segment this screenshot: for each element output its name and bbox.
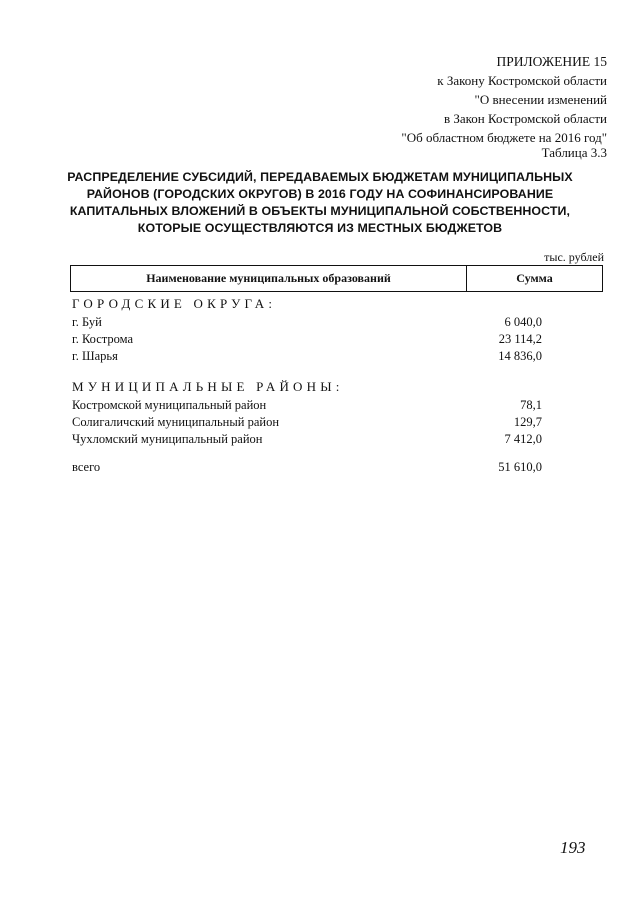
total-label: всего: [72, 460, 101, 474]
document-heading: [60, 169, 580, 237]
table-row: [72, 397, 572, 413]
row-name: Чухломский муниципальный район: [72, 432, 263, 446]
row-value: 23 114,2: [498, 332, 542, 346]
total-value: 51 610,0: [498, 460, 542, 474]
heading-line: КОТОРЫЕ ОСУЩЕСТВЛЯЮТСЯ ИЗ МЕСТНЫХ БЮДЖЕТОВ: [137, 221, 503, 235]
table-header: [70, 265, 603, 292]
section-title-urban-districts: ГОРОДСКИЕ ОКРУГА:: [72, 296, 277, 311]
row-value: 129,7: [513, 415, 542, 429]
annex-line: в Закон Костромской области: [443, 111, 607, 126]
table-row: [72, 414, 572, 430]
column-header-name: Наименование муниципальных образований: [71, 266, 467, 291]
row-value: 6 040,0: [504, 315, 542, 329]
row-name: г. Кострома: [72, 332, 134, 346]
units-label: тыс. рублей: [544, 250, 604, 264]
row-value: 78,1: [520, 398, 542, 412]
annex-title: ПРИЛОЖЕНИЕ 15: [496, 54, 607, 69]
table-row: [72, 431, 572, 447]
heading-line: КАПИТАЛЬНЫХ ВЛОЖЕНИЙ В ОБЪЕКТЫ МУНИЦИПАЛЬНОЙ СОБСТВЕННОСТИ,: [69, 204, 571, 218]
table-row: [72, 314, 572, 330]
section-title-municipal-districts: МУНИЦИПАЛЬНЫЕ РАЙОНЫ:: [72, 379, 344, 394]
heading-line: РАСПРЕДЕЛЕНИЕ СУБСИДИЙ, ПЕРЕДАВАЕМЫХ БЮДЖЕТАМ МУНИЦИПАЛЬНЫХ: [67, 170, 573, 184]
page-number: 193: [560, 838, 586, 857]
table-row: [72, 348, 572, 364]
row-value: 7 412,0: [504, 432, 542, 446]
row-name: Костромской муниципальный район: [72, 398, 267, 412]
row-name: Солигаличский муниципальный район: [72, 415, 280, 429]
table-row-total: [72, 459, 572, 475]
column-header-sum: Сумма: [516, 271, 553, 285]
annex-line: "Об областном бюджете на 2016 год": [401, 130, 607, 145]
row-name: г. Шарья: [72, 349, 118, 363]
annex-line: "О внесении изменений: [474, 92, 607, 107]
row-value: 14 836,0: [498, 349, 542, 363]
heading-line: РАЙОНОВ (ГОРОДСКИХ ОКРУГОВ) В 2016 ГОДУ НА СОФИНАНСИРОВАНИЕ: [86, 187, 554, 201]
table-number: Таблица 3.3: [541, 145, 607, 160]
annex-block: [307, 52, 607, 147]
row-name: г. Буй: [72, 315, 102, 329]
annex-line: к Закону Костромской области: [437, 73, 607, 88]
table-row: [72, 331, 572, 347]
